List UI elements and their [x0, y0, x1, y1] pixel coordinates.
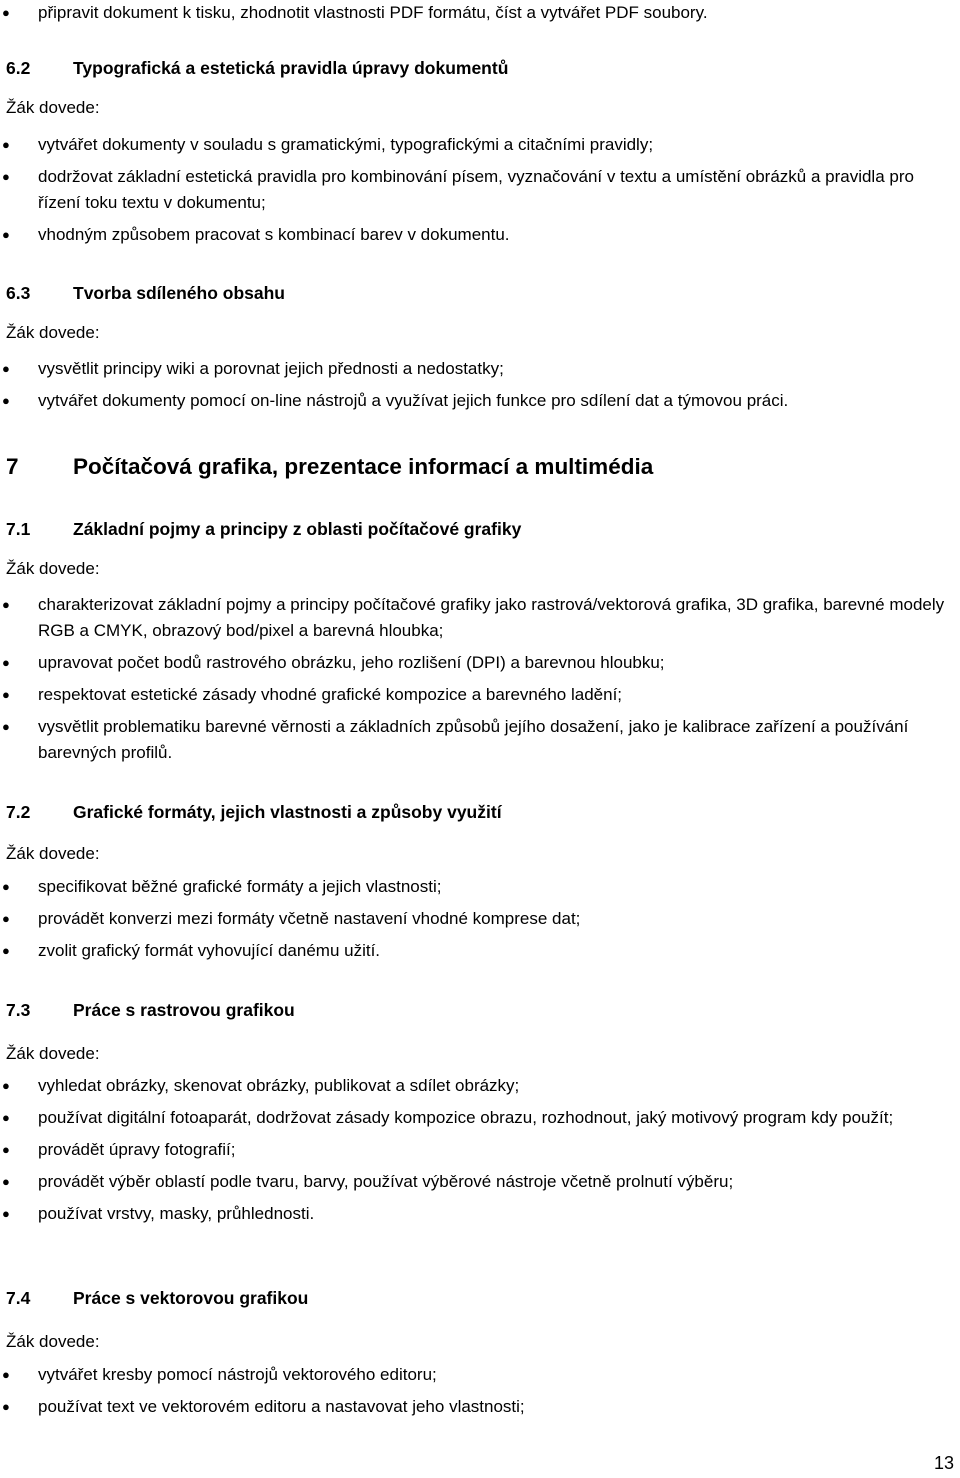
bullet-list — [0, 356, 950, 420]
bullet-icon: ● — [2, 943, 10, 958]
bullet-icon: ● — [2, 169, 10, 184]
zak-dovede-label: Žák dovede: — [6, 559, 100, 578]
bullet-icon: ● — [2, 393, 10, 408]
bullet-icon: ● — [2, 719, 10, 734]
bullet-icon: ● — [2, 1174, 10, 1189]
section-heading: 7.4 Práce s vektorovou grafikou — [6, 1288, 309, 1308]
list-item: ● vytvářet dokumenty pomocí on-line nástrojů a využívat jejich funkce pro sdílení dat a týmovou práci. — [0, 388, 950, 414]
bullet-list — [0, 874, 950, 970]
bullet-icon: ● — [2, 1142, 10, 1157]
list-item: ● používat digitální fotoaparát, dodržovat zásady kompozice obrazu, rozhodnout, jaký motivový program kdy použít; — [0, 1105, 950, 1131]
section-heading: 7.1 Základní pojmy a principy z oblasti počítačové grafiky — [6, 519, 522, 539]
section-heading: 6.3 Tvorba sdíleného obsahu — [6, 283, 285, 303]
list-item: ● vhodným způsobem pracovat s kombinací barev v dokumentu. — [0, 222, 950, 248]
page-number: 13 — [933, 1453, 954, 1473]
bullet-icon: ● — [2, 687, 10, 702]
list-item: ● vysvětlit principy wiki a porovnat jejich přednosti a nedostatky; — [0, 356, 950, 382]
bullet-icon: ● — [2, 597, 10, 612]
bullet-icon: ● — [2, 911, 10, 926]
bullet-icon: ● — [2, 227, 10, 242]
chapter-heading: 7 Počítačová grafika, prezentace informací a multimédia — [6, 454, 654, 479]
list-item: ● připravit dokument k tisku, zhodnotit vlastnosti PDF formátu, číst a vytvářet PDF soubory. — [0, 0, 950, 26]
zak-dovede-label: Žák dovede: — [6, 844, 100, 863]
bullet-list — [0, 1362, 950, 1426]
list-item: ● používat vrstvy, masky, průhlednosti. — [0, 1201, 950, 1227]
list-item: ● charakterizovat základní pojmy a principy počítačové grafiky jako rastrová/vektorová grafika, 3D grafika, barevné modely RGB a CMYK, obrazový bod/pixel a barevná hloubka; — [0, 592, 950, 644]
bullet-icon: ● — [2, 1206, 10, 1221]
bullet-list — [0, 592, 950, 772]
list-item: ● specifikovat běžné grafické formáty a jejich vlastnosti; — [0, 874, 950, 900]
section-heading: 6.2 Typografická a estetická pravidla úpravy dokumentů — [6, 58, 509, 78]
list-item: ● vyhledat obrázky, skenovat obrázky, publikovat a sdílet obrázky; — [0, 1073, 950, 1099]
list-item: ● vytvářet dokumenty v souladu s gramatickými, typografickými a citačními pravidly; — [0, 132, 950, 158]
list-item: ● vytvářet kresby pomocí nástrojů vektorového editoru; — [0, 1362, 950, 1388]
list-item: ● upravovat počet bodů rastrového obrázku, jeho rozlišení (DPI) a barevnou hloubku; — [0, 650, 950, 676]
list-item: ● respektovat estetické zásady vhodné grafické kompozice a barevného ladění; — [0, 682, 950, 708]
zak-dovede-label: Žák dovede: — [6, 98, 100, 117]
list-item: ● používat text ve vektorovém editoru a nastavovat jeho vlastnosti; — [0, 1394, 950, 1420]
bullet-icon: ● — [2, 1110, 10, 1125]
list-item: ● vysvětlit problematiku barevné věrnosti a základních způsobů jejího dosažení, jako je kalibrace zařízení a používání barevných profilů. — [0, 714, 950, 766]
bullet-icon: ● — [2, 1078, 10, 1093]
bullet-list — [0, 1073, 950, 1233]
section-heading: 7.2 Grafické formáty, jejich vlastnosti a způsoby využití — [6, 802, 502, 822]
list-item: ● dodržovat základní estetická pravidla pro kombinování písem, vyznačování v textu a umístění obrázků a pravidla pro řízení toku textu v dokumentu; — [0, 164, 950, 216]
zak-dovede-label: Žák dovede: — [6, 1332, 100, 1351]
zak-dovede-label: Žák dovede: — [6, 1044, 100, 1063]
zak-dovede-label: Žák dovede: — [6, 323, 100, 342]
bullet-icon: ● — [2, 5, 10, 20]
bullet-list — [0, 0, 950, 32]
bullet-icon: ● — [2, 137, 10, 152]
list-item: ● provádět konverzi mezi formáty včetně nastavení vhodné komprese dat; — [0, 906, 950, 932]
bullet-list — [0, 132, 950, 254]
list-item: ● provádět výběr oblastí podle tvaru, barvy, používat výběrové nástroje včetně prolnutí výběru; — [0, 1169, 950, 1195]
section-heading: 7.3 Práce s rastrovou grafikou — [6, 1000, 295, 1020]
bullet-icon: ● — [2, 879, 10, 894]
bullet-icon: ● — [2, 361, 10, 376]
list-item: ● provádět úpravy fotografií; — [0, 1137, 950, 1163]
bullet-icon: ● — [2, 655, 10, 670]
bullet-icon: ● — [2, 1399, 10, 1414]
bullet-icon: ● — [2, 1367, 10, 1382]
list-item: ● zvolit grafický formát vyhovující danému užití. — [0, 938, 950, 964]
